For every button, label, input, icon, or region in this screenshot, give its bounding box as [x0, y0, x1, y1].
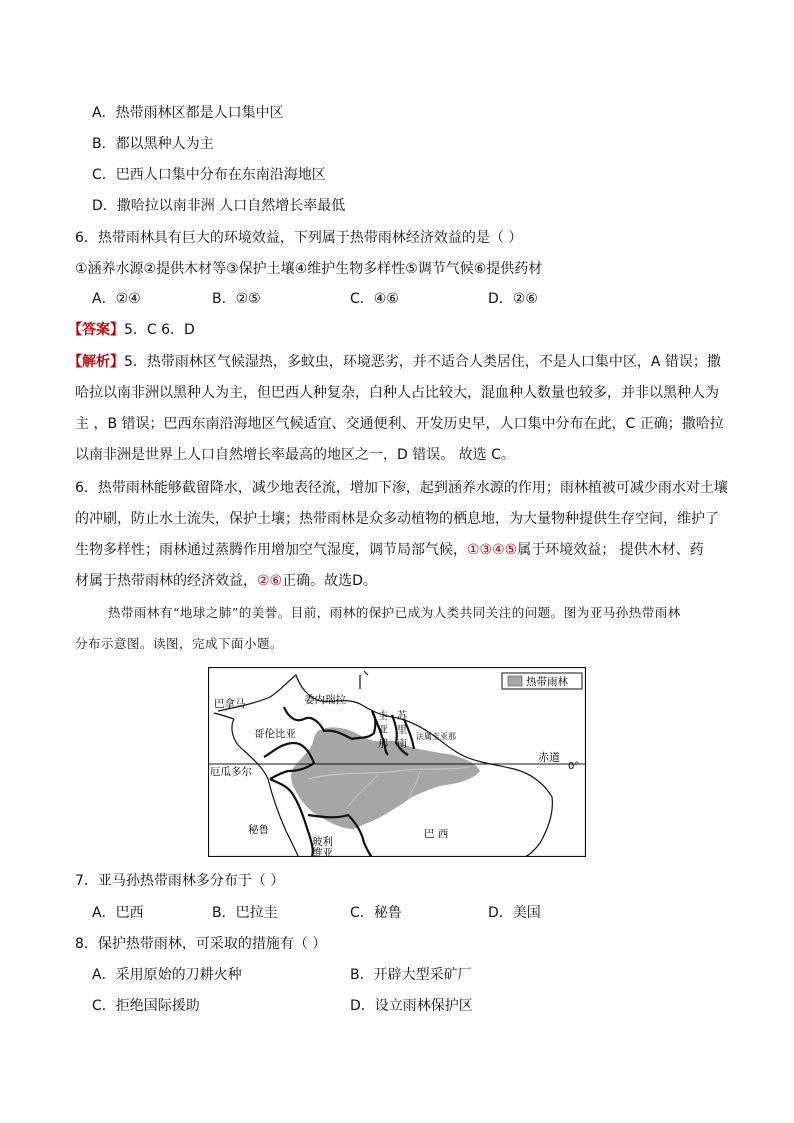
- environmental-items: ①③④⑤: [467, 542, 518, 558]
- q6-option-c: C．④⑥: [350, 291, 399, 307]
- q8-option-d: D．设立雨林保护区: [350, 998, 473, 1014]
- q5-option-b: B．都以黑种人为主: [92, 136, 214, 152]
- q6-option-d: D．②⑥: [488, 291, 538, 307]
- q5-option-c: C．巴西人口集中分布在东南沿海地区: [92, 167, 326, 183]
- economic-items: ②⑥: [257, 573, 283, 589]
- q6-items: ①涵养水源②提供木材等③保护土壤④维护生物多样性⑤调节气候⑥提供药材: [75, 261, 543, 277]
- analysis-q6-line-1: 6．热带雨林能够截留降水，减少地表径流，增加下渗，起到涵养水源的作用；雨林植被可减少雨水对土壤: [75, 480, 728, 496]
- amazon-rainforest-map: [208, 667, 586, 857]
- answer-line: [68, 320, 195, 340]
- label-suriname-3: 南: [397, 739, 407, 750]
- label-suriname-1: 苏: [397, 711, 407, 722]
- label-bolivia-2: 维亚: [312, 847, 333, 857]
- q7-option-b: B．巴拉圭: [212, 905, 278, 921]
- q7-option-c: C．秘鲁: [350, 905, 402, 921]
- analysis-line-3: 主 ，B 错误；巴西东南沿海地区气候适宜、交通便利、开发历史早，人口集中分布在此，C 正确；撒哈拉: [75, 416, 724, 432]
- label-french-guiana: 法属圭亚那: [416, 732, 456, 741]
- label-guyana-3: 那: [378, 739, 388, 750]
- intro-line-2: 分布示意图。读图，完成下面小题。: [75, 636, 284, 651]
- label-brazil: 巴 西: [424, 828, 449, 840]
- label-colombia: 哥伦比亚: [254, 728, 296, 740]
- q7-stem: 7．亚马孙热带雨林多分布于（ ）: [75, 873, 285, 889]
- label-panama: 巴拿马: [214, 698, 246, 710]
- q8-option-c: C．拒绝国际援助: [92, 998, 200, 1014]
- label-guyana-1: 圭: [378, 711, 388, 722]
- label-equator: 赤道: [538, 751, 560, 764]
- label-ecuador: 厄瓜多尔: [210, 766, 252, 778]
- analysis-q6-line-2: 的冲刷，防止水土流失，保护土壤；热带雨林是众多动植物的栖息地，为大量物种提供生存空间，维护了: [75, 511, 719, 527]
- intro-line-1: 热带雨林有“地球之肺”的美誉。目前，雨林的保护已成为人类共同关注的问题。图为亚马孙热带雨林: [108, 605, 681, 620]
- answer-text: 5．C 6．D: [124, 322, 195, 338]
- q5-option-d: D．撒哈拉以南非洲 人口自然增长率最低: [92, 198, 346, 214]
- q8-option-b: B．开辟大型采矿厂: [350, 967, 472, 983]
- q8-option-a: A．采用原始的刀耕火种: [92, 967, 242, 983]
- legend-swatch: [508, 676, 522, 686]
- analysis-q6-line-3: [75, 540, 704, 560]
- analysis-tag: 【解析】: [68, 354, 124, 370]
- analysis-line-1: [68, 352, 721, 372]
- label-peru: 秘鲁: [248, 824, 269, 836]
- analysis-q6-text-3b: 属于环境效益； 提供木材、药: [517, 542, 704, 558]
- label-zero-degree: 0°: [568, 761, 580, 772]
- label-bolivia-1: 玻利: [312, 836, 333, 848]
- analysis-line-4: 以南非洲是世界上人口自然增长率最高的地区之一，D 错误。 故选 C。: [75, 447, 515, 463]
- label-suriname-2: 里: [397, 725, 407, 736]
- q5-option-a: A．热带雨林区都是人口集中区: [92, 105, 284, 121]
- analysis-q6-text-4: 材属于热带雨林的经济效益，: [75, 573, 257, 589]
- analysis-q6-text-3: 生物多样性；雨林通过蒸腾作用增加空气湿度，调节局部气候，: [75, 542, 467, 558]
- analysis-q6-text-4b: 正确。故选D。: [282, 573, 377, 589]
- label-guyana-2: 亚: [378, 725, 388, 736]
- analysis-line-2: 哈拉以南非洲以黑种人为主，但巴西人种复杂，白种人占比较大，混血种人数量也较多，并非以黑种人为: [75, 385, 719, 401]
- q8-stem: 8．保护热带雨林，可采取的措施有（ ）: [75, 936, 327, 952]
- legend-label: 热带雨林: [526, 676, 568, 688]
- analysis-q6-line-4: [75, 571, 377, 591]
- label-venezuela: 委内瑞拉: [304, 694, 346, 706]
- q7-option-a: A．巴西: [92, 905, 144, 921]
- q7-option-d: D．美国: [488, 905, 541, 921]
- analysis-text-1: 5．热带雨林区气候湿热，多蚊虫，环境恶劣，并不适合人类居住，不是人口集中区，A 错误；撒: [124, 354, 721, 370]
- q6-stem: 6．热带雨林具有巨大的环境效益，下列属于热带雨林经济效益的是（ ）: [75, 230, 523, 246]
- q6-option-b: B．②⑤: [212, 291, 261, 307]
- answer-tag: 【答案】: [68, 322, 124, 338]
- q6-option-a: A．②④: [92, 291, 141, 307]
